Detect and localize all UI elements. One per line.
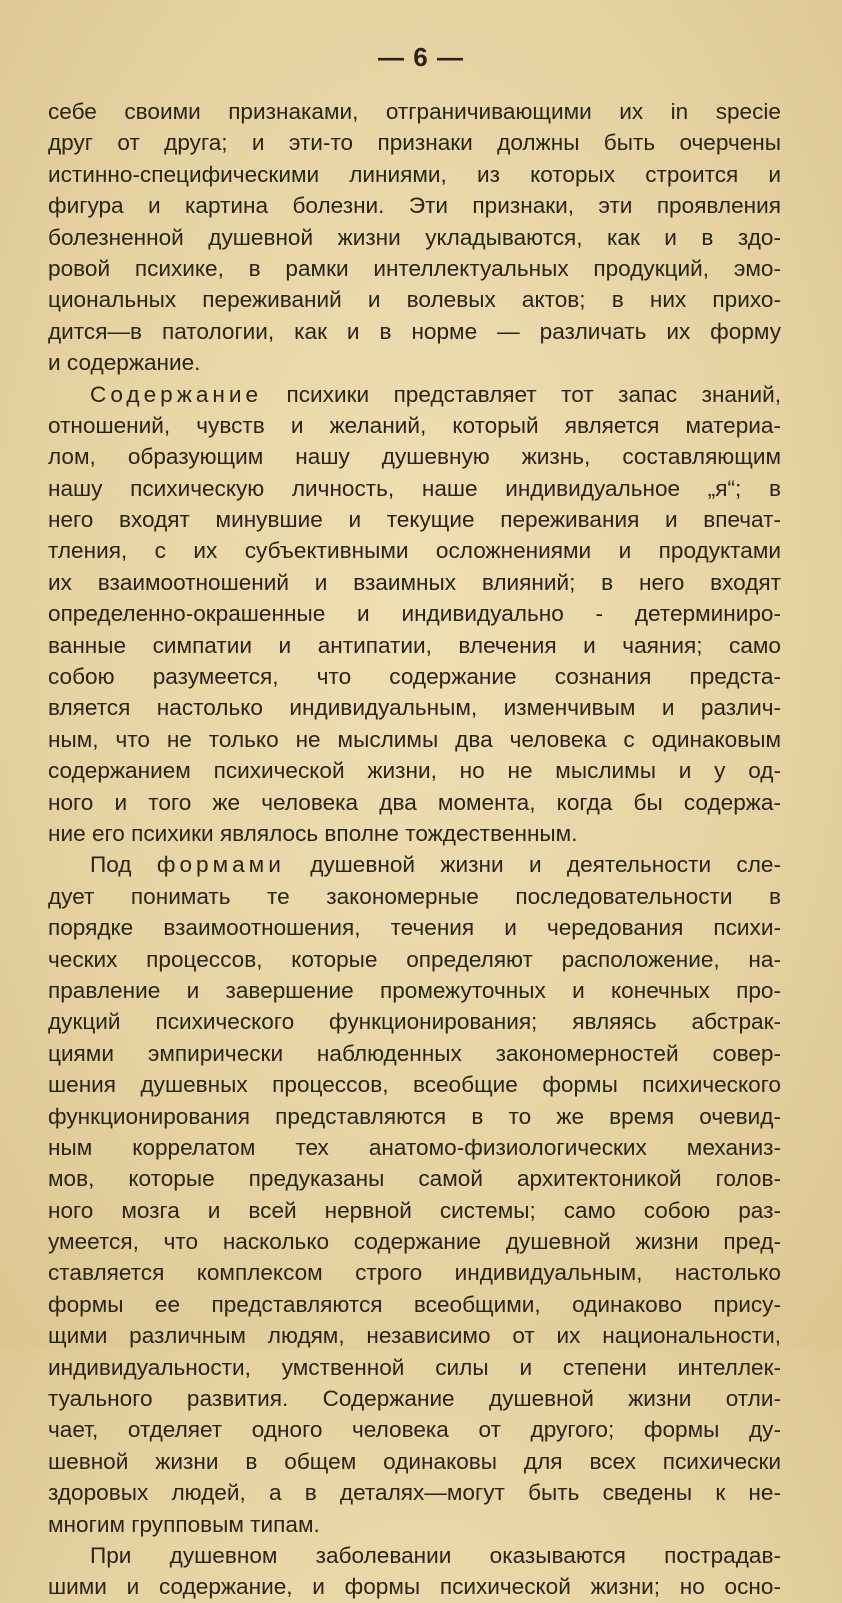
text-line: ного мозга и всей нервной системы; само собою раз- (48, 1197, 781, 1223)
text-line: формы ее представляются всеобщими, одинаково прису- (48, 1291, 781, 1317)
text-fragment: Под (90, 852, 157, 878)
text-line: ставляется комплексом строго индивидуальным, настолько (48, 1260, 781, 1286)
text-line: дует понимать те закономерные последовательности в (48, 883, 781, 909)
text-line: индивидуальности, умственной силы и степени интеллек- (48, 1354, 781, 1380)
text-line: ного и того же человека два момента, когда бы содержа- (48, 789, 781, 815)
paragraph-3 (48, 849, 781, 1540)
text-line: ние его психики являлось вполне тождественным. (48, 820, 578, 846)
text-line: себе своими признаками, отграничивающими их in specie (48, 99, 781, 124)
text-line: шевной жизни в общем одинаковы для всех психически (48, 1448, 781, 1474)
paragraph-1 (48, 96, 781, 379)
text-line: тления, с их субъективными осложнениями и продуктами (48, 538, 781, 564)
text-fragment: душевной жизни и деятельности сле- (284, 852, 781, 878)
text-line: чает, отделяет одного человека от другого; формы ду- (48, 1417, 781, 1443)
text-line: шения душевных процессов, всеобщие формы психического (48, 1072, 781, 1098)
text-line: порядке взаимоотношения, течения и чередования психи- (48, 915, 781, 941)
text-line-first (48, 849, 781, 880)
text-fragment: психики представляет тот запас знаний, (262, 381, 781, 407)
text-line: вляется настолько индивидуальным, изменчивым и различ- (48, 695, 781, 721)
text-line: щими различным людям, независимо от их национальности, (48, 1323, 781, 1349)
text-line: собою разумеется, что содержание сознания предста- (48, 664, 781, 690)
emphasized-term: формами (156, 852, 285, 878)
text-line: дукций психического функционирования; являясь абстрак- (48, 1009, 781, 1035)
text-line: истинно-специфическими линиями, из которых строится и (48, 161, 781, 187)
text-line: ческих процессов, которые определяют расположение, на- (48, 946, 781, 972)
text-line: содержанием психической жизни, но не мыслимы и у од- (48, 758, 781, 784)
text-line: фигура и картина болезни. Эти признаки, эти проявления (48, 193, 781, 219)
text-line: ным коррелатом тех анатомо-физиологических механиз- (48, 1134, 781, 1160)
text-line: друг от друга; и эти-то признаки должны быть очерчены (48, 130, 781, 156)
text-line: дится—в патологии, как и в норме — различать их форму (48, 318, 781, 344)
text-line: циональных переживаний и волевых актов; в них прихо- (48, 287, 781, 313)
text-line: и содержание. (48, 350, 201, 376)
text-line: многим групповым типам. (48, 1511, 320, 1537)
text-line: нашу психическую личность, наше индивидуальное „я“; в (48, 475, 781, 501)
text-line: ным, что не только не мыслимы два человека с одинаковым (48, 726, 781, 752)
text-line: определенно-окрашенные и индивидуально - детерминиро- (48, 601, 781, 627)
text-line: лом, образующим нашу душевную жизнь, составляющим (48, 444, 781, 470)
text-line: умеется, что насколько содержание душевной жизни пред- (48, 1229, 781, 1255)
text-line: мов, которые предуказаны самой архитектоникой голов- (48, 1166, 781, 1192)
text-line: отношений, чувств и желаний, который является материа- (48, 412, 781, 438)
text-line: здоровых людей, а в деталях—могут быть сведены к не- (48, 1480, 781, 1506)
text-line: шими и содержание, и формы психической жизни; но осно- (48, 1574, 781, 1600)
text-line: функционирования представляются в то же время очевид- (48, 1103, 781, 1129)
text-line: него входят минувшие и текущие переживания и впечат- (48, 507, 781, 533)
paragraph-4 (48, 1540, 781, 1603)
body-text (48, 96, 781, 1603)
paragraph-2 (48, 379, 781, 850)
text-line: болезненной душевной жизни укладываются, как и в здо- (48, 224, 781, 250)
text-line: ровой психике, в рамки интеллектуальных продукций, эмо- (48, 255, 781, 281)
text-line: ванные симпатии и антипатии, влечения и чаяния; само (48, 632, 781, 658)
text-line: туального развития. Содержание душевной жизни отли- (48, 1386, 781, 1412)
text-line: их взаимоотношений и взаимных влияний; в него входят (48, 569, 781, 595)
text-line: циями эмпирически наблюденных закономерностей совер- (48, 1040, 781, 1066)
text-line: правление и завершение промежуточных и конечных про- (48, 977, 781, 1003)
text-line-first (48, 379, 781, 410)
emphasized-term: Содержание (90, 381, 263, 407)
text-line: При душевном заболевании оказываются пострадав- (90, 1542, 781, 1568)
page-number: — 6 — (378, 42, 464, 72)
